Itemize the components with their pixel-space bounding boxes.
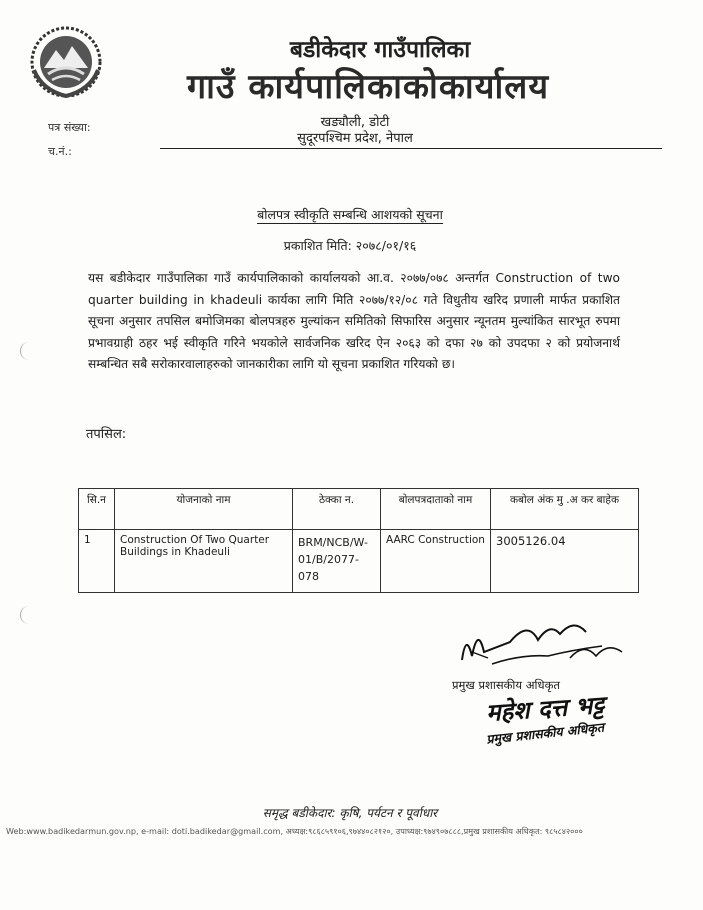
col-header-project: योजनाको नाम: [115, 489, 293, 530]
dispatch-number-label: च.नं.:: [48, 145, 72, 158]
office-name: बडीकेदार गाउँपालिका: [289, 37, 471, 63]
footer-contacts: Web:www.badikedarmun.gov.np, e-mail: doti.badikedar@gmail.com, अध्यक्ष:९८६८५९१०६,९७४४०८२१२०, उपाध्यक्ष:९७४९०७८८८,प्रमुख प्रशासकीय अधिकृत: ९८५८४२०००: [6, 826, 583, 836]
col-header-amount: कबोल अंक मु .अ कर बाहेक: [491, 489, 639, 530]
footer-slogan: समृद्ध बडीकेदार: कृषि, पर्यटन र पूर्वाधार: [262, 806, 438, 820]
scan-punch-mark: [20, 606, 35, 624]
office-title: गाउँ कार्यपालिकाकोकार्यालय: [186, 67, 550, 107]
col-header-sn: सि.न: [79, 489, 115, 530]
bid-award-table: [78, 488, 639, 593]
table-row: [79, 530, 639, 593]
emblem-logo: [28, 24, 104, 100]
handwritten-signature: [452, 612, 632, 678]
published-date: प्रकाशित मिति: २०७८/०१/१६: [283, 238, 417, 253]
stamp-name: महेश दत्त भट्ट: [485, 690, 605, 728]
cell-amount: 3005126.04: [491, 530, 639, 593]
cell-bidder: AARC Construction: [381, 530, 491, 593]
col-header-bidder: बोलपत्रदाताको नाम: [381, 489, 491, 530]
scan-punch-mark: [20, 342, 35, 360]
details-label: तपसिल:: [86, 427, 127, 442]
address-line-1: खड्यौली, डोटी: [320, 115, 390, 130]
address-line-2: सुदूरपश्चिम प्रदेश, नेपाल: [297, 131, 413, 146]
letter-number-label: पत्र संख्या:: [48, 121, 91, 134]
col-header-contract-no: ठेक्का न.: [293, 489, 381, 530]
notice-subject-text: बोलपत्र स्वीकृति सम्बन्धि आशयको सूचना: [257, 207, 443, 222]
stamp-title: प्रमुख प्रशासकीय अधिकृत: [485, 719, 605, 747]
cell-sn: 1: [79, 530, 115, 593]
table-header-row: [79, 489, 639, 530]
cell-project: Construction Of Two Quarter Buildings in Khadeuli: [115, 530, 293, 593]
header-divider: [160, 148, 662, 149]
cell-contract-no: BRM/NCB/W-01/B/2077-078: [293, 530, 381, 593]
notice-subject: [100, 206, 600, 223]
notice-body: यस बडीकेदार गाउँपालिका गाउँ कार्यपालिकाको कार्यालयको आ.व. २०७७/०७८ अन्तर्गत Construction of two quarter building in khadeuli कार्यका लागि मिति २०७७/१२/०८ गते विधुतीय खरिद प्रणाली मार्फत प्रकाशित सूचना अनुसार तपसिल बमोजिमका बोलपत्रहरु मुल्यांकन समितिको सिफारिस अनुसार न्यूनतम मुल्यांकित सारभूत रुपमा प्रभावग्राही ठहर भई स्वीकृति गरिने भयकोले सार्वजनिक खरिद ऐन २०६३ को दफा २७ को उपदफा २ को प्रयोजनार्थ सम्बन्धित सबै सरोकारवालाहरुको जानकारीका लागि यो सूचना प्रकाशित गरियको छ।: [88, 271, 620, 371]
signatory-designation: प्रमुख प्रशासकीय अधिकृत: [452, 678, 560, 692]
